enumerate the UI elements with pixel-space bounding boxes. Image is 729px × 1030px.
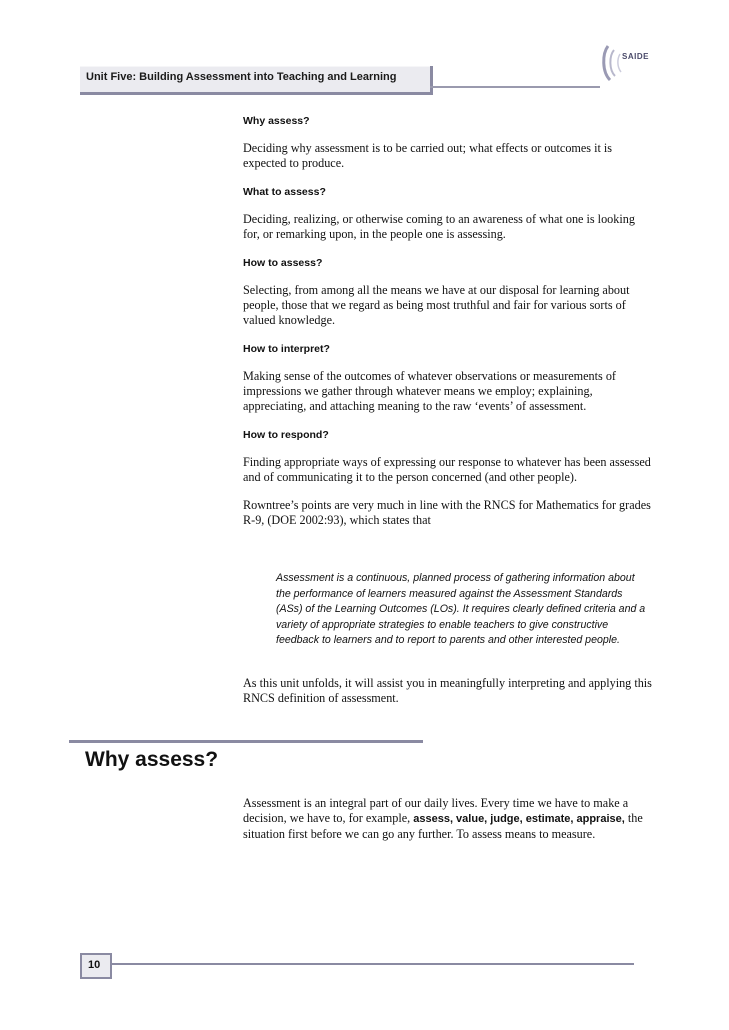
main-content bbox=[243, 114, 653, 528]
logo-text: SAIDE bbox=[622, 52, 649, 61]
footer-rule bbox=[112, 963, 634, 965]
text-how-to-assess: Selecting, from among all the means we have at our disposal for learning about people, those that we regard as being most truthful and fair for various sorts of valued knowledge. bbox=[243, 283, 630, 327]
heading-how-to-assess: How to assess? bbox=[243, 257, 323, 269]
text-what-to-assess: Deciding, realizing, or otherwise coming to an awareness of what one is looking for, or remarking upon, in the people one is assessing. bbox=[243, 212, 635, 241]
page-number-box bbox=[80, 953, 112, 979]
unfold-paragraph: As this unit unfolds, it will assist you in meaningfully interpreting and applying this RNCS definition of assessment. bbox=[243, 676, 652, 705]
heading-why-assess: Why assess? bbox=[243, 115, 310, 127]
heading-how-to-respond: How to respond? bbox=[243, 429, 329, 441]
unit-title: Unit Five: Building Assessment into Teaching and Learning bbox=[86, 71, 397, 83]
section-text-after: the situation first before we can go any further. To assess means to measure. bbox=[243, 811, 643, 841]
saide-logo-icon bbox=[600, 42, 644, 84]
section-title: Why assess? bbox=[85, 748, 219, 771]
text-how-to-interpret: Making sense of the outcomes of whatever observations or measurements of impressions we gather through whatever means we employ; explaining, appreciating, and attaching meaning to the raw ‘events’ of assessment. bbox=[243, 369, 616, 413]
section-text-before: Assessment is an integral part of our daily lives. Every time we have to make a decision, we have to, for example, bbox=[243, 796, 629, 825]
text-how-to-respond: Finding appropriate ways of expressing our response to whatever has been assessed and of communicating it to the person concerned (and other people). bbox=[243, 455, 651, 484]
header-bar bbox=[80, 66, 433, 95]
rowntree-paragraph: Rowntree’s points are very much in line with the RNCS for Mathematics for grades R-9, (DOE 2002:93), which states that bbox=[243, 498, 651, 527]
page-number: 10 bbox=[88, 959, 101, 971]
section-paragraph bbox=[243, 796, 653, 842]
text-why-assess: Deciding why assessment is to be carried out; what effects or outcomes it is expected to produce. bbox=[243, 141, 613, 170]
rncs-quote: Assessment is a continuous, planned process of gathering information about the performance of learners measured against the Assessment Standards (ASs) of the Learning Outcomes (LOs). It requires clearly defined criteria and a variety of appropriate strategies to enable teachers to give constructive feedback to learners and to report to parents and other interested people. bbox=[276, 572, 646, 647]
heading-how-to-interpret: How to interpret? bbox=[243, 343, 330, 355]
header-rule bbox=[430, 86, 600, 88]
section-bold-words: assess, value, judge, estimate, appraise, bbox=[413, 813, 625, 825]
heading-what-to-assess: What to assess? bbox=[243, 186, 326, 198]
section-rule bbox=[69, 740, 423, 743]
